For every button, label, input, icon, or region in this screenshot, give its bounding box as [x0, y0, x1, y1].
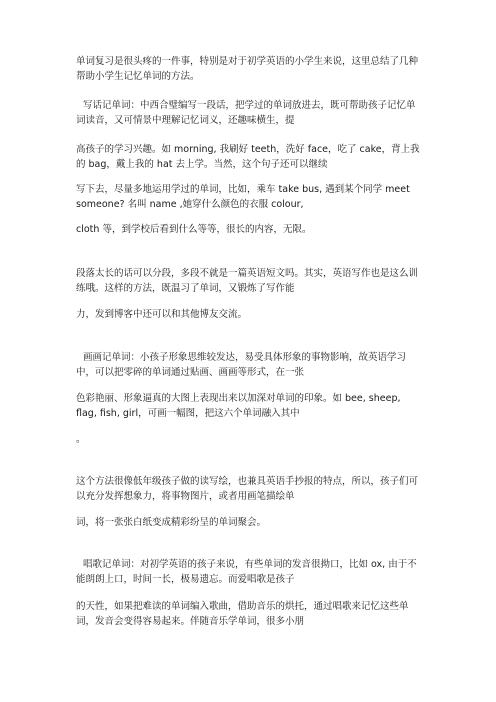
paragraph-intro: 单词复习是很头疼的一件事，特别是对于初学英语的小学生来说，这里总结了几种帮助小学生记忆单词的方法。	[76, 56, 419, 82]
paragraph-drawing-end: 词，将一张张白纸变成精彩纷呈的单词聚会。	[76, 517, 267, 528]
paragraph-singing-continue: 的天性，如果把难读的单词编入歌曲，借助音乐的烘托，通过唱歌来记忆这些单词，发音会变得容易起来。伴随音乐学单词，很多小朋	[76, 601, 409, 627]
paragraph-writing-example: 高孩子的学习兴趣。如 morning, 我刷好 teeth，洗好 face，吃了 cake，背上我的 bag，戴上我的 hat 去上学。当然，这个句子还可以继续	[76, 144, 420, 170]
paragraph-drawing-note: 这个方法很像低年级孩子做的读写绘，也兼具英语手抄报的特点，所以，孩子们可以充分发挥想象力，将事物图片，或者用画笔描绘单	[76, 476, 419, 502]
paragraph-writing-method: 写话记单词：中西合璧编写一段话，把学过的单词放进去，既可帮助孩子记忆单词读音，又可情景中理解记忆词义，还趣味横生，提	[76, 100, 416, 126]
paragraph-blog: 力，发到博客中还可以和其他博友交流。	[76, 309, 248, 320]
paragraph-singing-method: 唱歌记单词：对初学英语的孩子来说，有些单词的发音很拗口，比如 ox, 由于不能朗朗上口，时间一长，极易遗忘。而爱唱歌是孩子	[76, 559, 417, 585]
paragraph-drawing-example: 色彩艳丽、形象逼真的大图上表现出来以加深对单词的印象。如 bee, sheep, flag, fish, girl，可画一幅图，把这六个单词融入其中	[76, 393, 401, 419]
paragraph-writing-end: cloth 等，到学校后看到什么等等，很长的内容，无限。	[76, 224, 312, 235]
paragraph-drawing-method: 画画记单词：小孩子形象思维较发达，易受具体形象的事物影响，故英语学习中，可以把零碎的单词通过贴画、画画等形式，在一张	[76, 352, 407, 378]
paragraph-writing-continue: 写下去，尽量多地运用学过的单词，比如，乘车 take bus, 遇到某个同学 meet someone? 名叫 name ,她穿什么颜色的衣服 colour,	[76, 184, 410, 210]
paragraph-segments: 段落太长的话可以分段，多段不就是一篇英语短文吗。其实，英语写作也是这么训练哦。这样的方法，既温习了单词，又锻炼了写作能	[76, 268, 419, 294]
paragraph-drawing-period: 。	[76, 434, 86, 445]
